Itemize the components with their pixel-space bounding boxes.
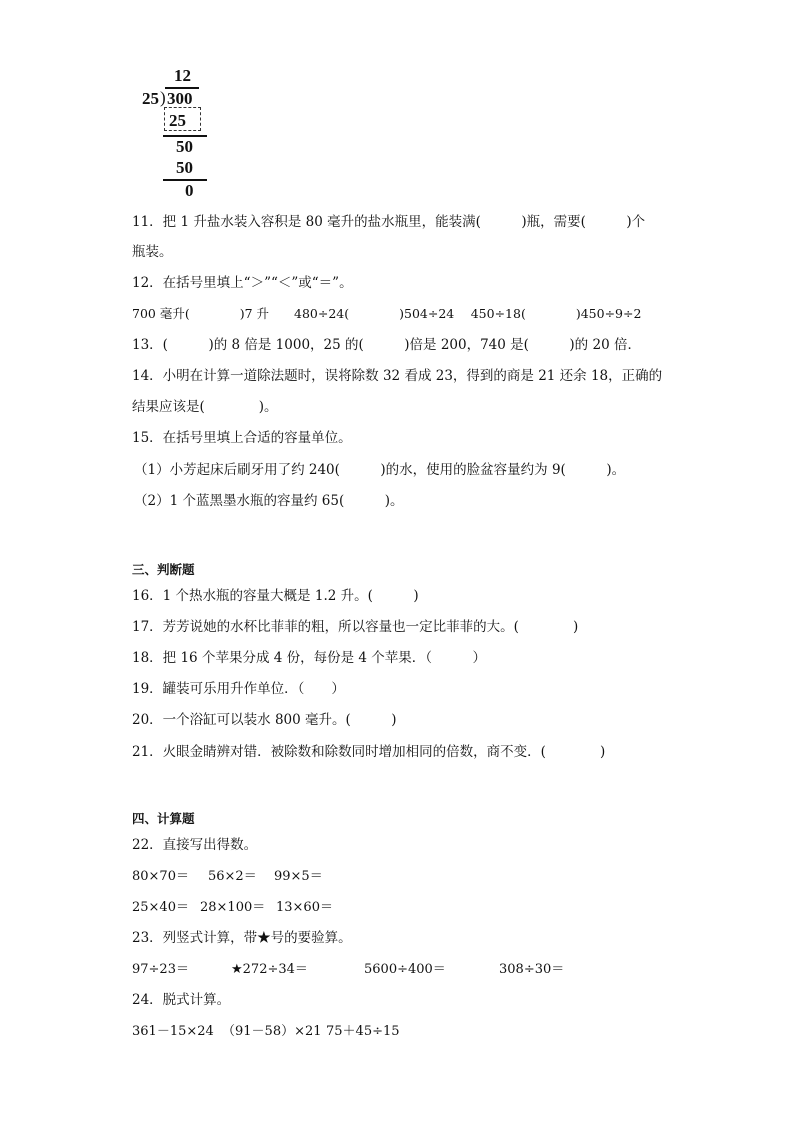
- q20: 20．一个浴缸可以装水 800 毫升。( ): [132, 712, 397, 728]
- q22-stem: 22．直接写出得数。: [132, 837, 258, 853]
- q14-line2: 结果应该是( )。: [132, 399, 278, 415]
- q23-item: ★272÷34＝: [231, 962, 308, 977]
- q15-part2: （2）1 个蓝黑墨水瓶的容量约 65( )。: [134, 493, 404, 509]
- q22-item: 80×70＝: [132, 869, 189, 884]
- q19: 19．罐装可乐用升作单位．（ ）: [132, 681, 345, 697]
- q22-row1: [132, 870, 323, 883]
- q15-stem: 15．在括号里填上合适的容量单位。: [132, 430, 352, 446]
- q15-part1: （1）小芳起床后刷牙用了约 240( )的水，使用的脸盆容量约为 9( )。: [134, 462, 626, 478]
- q14-line1: 14．小明在计算一道除法题时，误将除数 32 看成 23，得到的商是 21 还余 18，正确的: [132, 368, 663, 384]
- q22-row2: [132, 901, 333, 914]
- q12-items: 700 毫升( )7 升 480÷24( )504÷24 450÷18( )450÷9÷2: [132, 306, 642, 321]
- q11-line1: 11．把 1 升盐水装入容积是 80 毫升的盐水瓶里，能装满( )瓶，需要( )个: [132, 214, 646, 230]
- divisor: 25: [142, 89, 159, 108]
- q24-item: 75＋45÷15: [326, 1024, 400, 1039]
- q18: 18．把 16 个苹果分成 4 份，每份是 4 个苹果．（ ）: [132, 650, 487, 666]
- q13: 13．( )的 8 倍是 1000，25 的( )倍是 200，740 是( )的 20 倍．: [132, 337, 641, 353]
- q24-item: （91－58）×21: [222, 1024, 322, 1039]
- quotient: 12: [174, 66, 191, 85]
- step1-remainder: 50: [176, 137, 193, 156]
- q24-row: [132, 1025, 400, 1038]
- dividend: 300: [167, 89, 193, 108]
- section4-title: 四、计算题: [132, 811, 195, 826]
- q24-stem: 24．脱式计算。: [132, 992, 231, 1008]
- division-bracket: ): [160, 88, 166, 107]
- q23-item: 5600÷400＝: [364, 962, 446, 977]
- q21: 21．火眼金睛辨对错．被除数和除数同时增加相同的倍数，商不变．( ): [132, 744, 606, 760]
- q17: 17．芳芳说她的水杯比菲菲的粗，所以容量也一定比菲菲的大。( ): [132, 619, 579, 635]
- q16: 16．1 个热水瓶的容量大概是 1.2 升。( ): [132, 588, 419, 604]
- q22-item: 25×40＝: [132, 900, 189, 915]
- final-remainder: 0: [185, 181, 194, 200]
- section3-title: 三、判断题: [132, 562, 195, 577]
- step2-product: 50: [176, 158, 193, 177]
- q11-line2: 瓶装。: [132, 244, 173, 260]
- q23-row: [132, 963, 564, 976]
- step1-product: 25: [169, 111, 186, 130]
- q23-stem: 23．列竖式计算，带★号的要验算。: [132, 930, 352, 946]
- q22-item: 13×60＝: [276, 900, 333, 915]
- q22-item: 99×5＝: [274, 869, 323, 884]
- q23-item: 97÷23＝: [132, 962, 189, 977]
- q24-item: 361－15×24: [132, 1024, 214, 1039]
- q23-item: 308÷30＝: [499, 962, 565, 977]
- q22-item: 28×100＝: [200, 900, 266, 915]
- long-division-figure: [130, 58, 250, 208]
- q12-stem: 12．在括号里填上“＞”“＜”或“＝”。: [132, 275, 353, 291]
- q22-item: 56×2＝: [208, 869, 257, 884]
